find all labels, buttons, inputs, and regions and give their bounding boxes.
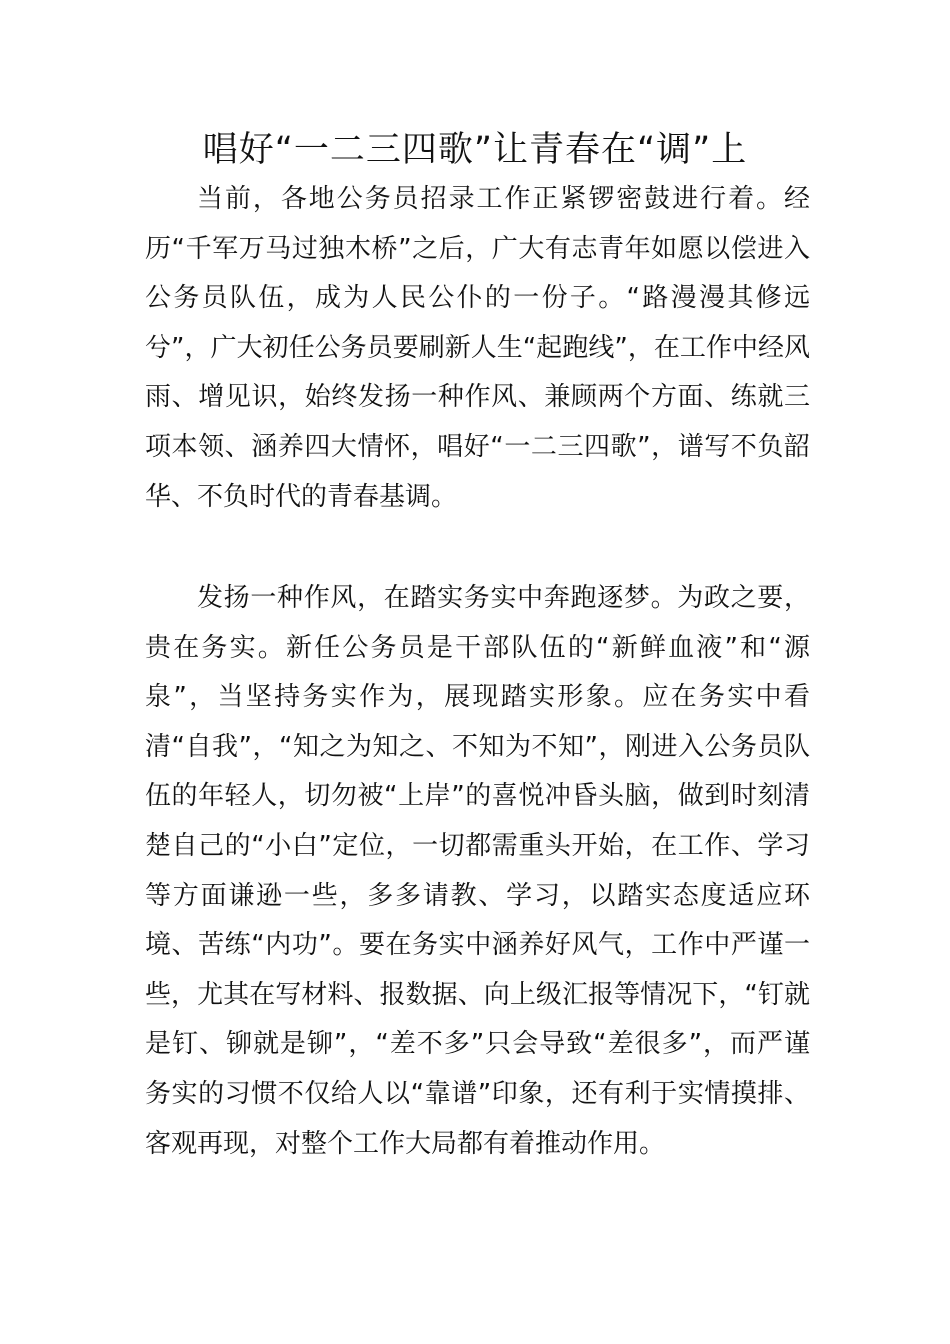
paragraph-work-style: 发扬一种作风，在踏实务实中奔跑逐梦。为政之要，贵在务实。新任公务员是干部队伍的“新鲜血液”和“源泉”，当坚持务实作为，展现踏实形象。应在务实中看清“自我”，“知之为知之、不知为不知”，刚进入公务员队伍的年轻人，切勿被“上岸”的喜悦冲昏头脑，做到时刻清楚自己的“小白”定位，一切都需重头开始，在工作、学习等方面谦逊一些，多多请教、学习，以踏实态度适应环境、苦练“内功”。要在务实中涵养好风气，工作中严谨一些，尤其在写材料、报数据、向上级汇报等情况下，“钉就是钉、铆就是铆”，“差不多”只会导致“差很多”，而严谨务实的习惯不仅给人以“靠谱”印象，还有利于实情摸排、客观再现，对整个工作大局都有着推动作用。 [145,583,810,1159]
document-title: 唱好“一二三四歌”让青春在“调”上 [202,130,748,170]
paragraph-intro: 当前，各地公务员招录工作正紧锣密鼓进行着。经历“千军万马过独木桥”之后，广大有志青年如愿以偿进入公务员队伍，成为人民公仆的一份子。“路漫漫其修远兮”，广大初任公务员要刷新人生“起跑线”，在工作中经风雨、增见识，始终发扬一种作风、兼顾两个方面、练就三项本领、涵养四大情怀，唱好“一二三四歌”，谱写不负韶华、不负时代的青春基调。 [145,184,810,512]
